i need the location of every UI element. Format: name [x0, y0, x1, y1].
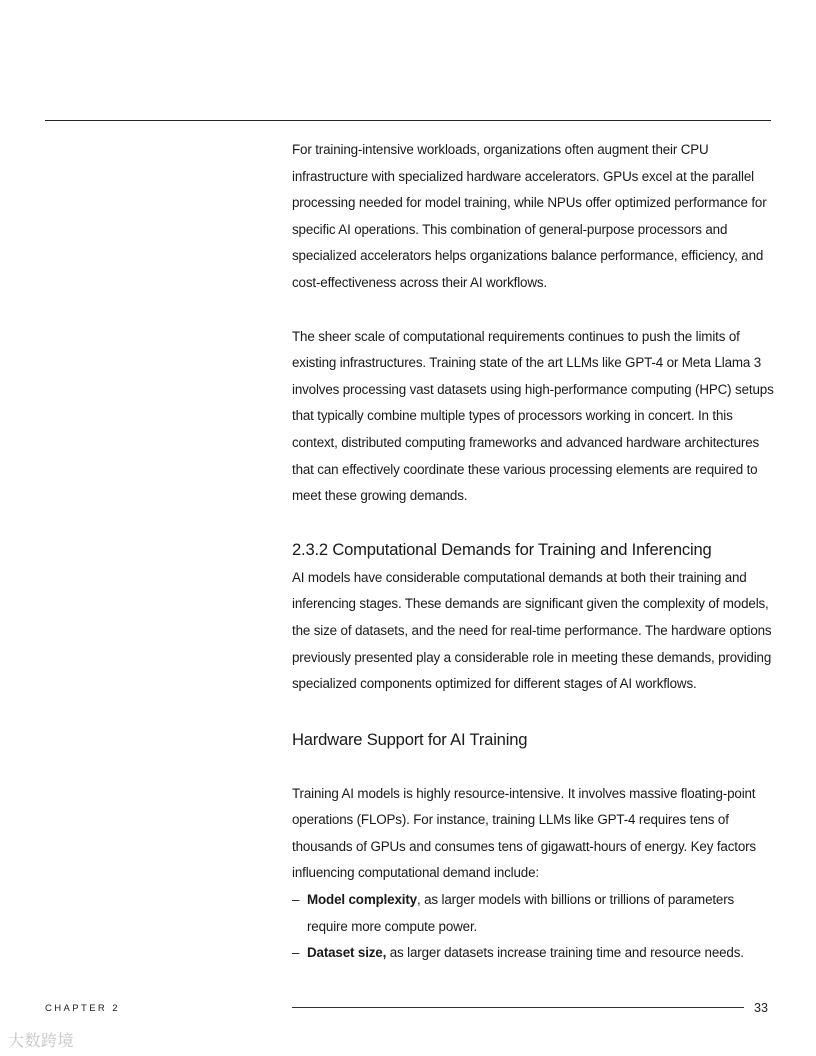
footer-rule — [292, 1007, 744, 1008]
list-item — [292, 887, 774, 940]
paragraph-scale: The sheer scale of computational requirements continues to push the limits of existing infrastructures. Training state of the art LLMs like GPT-4 or Meta Llama 3 involves processing vast datasets using high-performance computing (HPC) setups that typically combine multiple types of processors working in concert. In this context, distributed computing frameworks and advanced hardware architectures that can effectively coordinate these various processing elements are required to meet these growing demands. — [292, 328, 774, 504]
paragraph-accelerators: For training-intensive workloads, organizations often augment their CPU infrastructure with specialized hardware accelerators. GPUs excel at the parallel processing needed for model training, while NPUs offer optimized performance for specific AI operations. This combination of general-purpose processors and specialized accelerators helps organizations balance performance, efficiency, and cost-effectiveness across their AI workflows. — [292, 142, 767, 290]
subsection-heading: Hardware Support for AI Training — [292, 729, 528, 749]
list-item — [292, 940, 774, 967]
watermark-text: 大数跨境 — [8, 1031, 75, 1050]
page-number: 33 — [754, 1001, 768, 1015]
main-content — [292, 137, 774, 967]
dash-bullet: – — [292, 945, 300, 961]
list-item-term: Dataset size, — [307, 945, 387, 961]
list-item-term: Model complexity — [307, 892, 417, 908]
section-heading: 2.3.2 Computational Demands for Training and Inferencing — [292, 539, 712, 559]
dash-bullet: – — [292, 892, 300, 908]
chapter-label: CHAPTER 2 — [45, 1003, 120, 1014]
header-rule — [45, 120, 771, 121]
list-item-text: as larger datasets increase training time and resource needs. — [386, 945, 744, 961]
watermark — [8, 1028, 74, 1051]
factor-list — [292, 887, 774, 967]
subsection-body: Training AI models is highly resource-intensive. It involves massive floating-point operations (FLOPs). For instance, training LLMs like GPT-4 requires tens of thousands of GPUs and consumes tens of gigawatt-hours of energy. Key factors influencing computational demand include: — [292, 785, 756, 881]
section-body: AI models have considerable computational demands at both their training and inferencing stages. These demands are significant given the complexity of models, the size of datasets, and the need for real-time performance. The hardware options previously presented play a considerable role in meeting these demands, providing specialized components optimized for different stages of AI workflows. — [292, 569, 772, 692]
list-item-text: , as larger models with billions or trillions of parameters require more compute power. — [307, 892, 735, 934]
